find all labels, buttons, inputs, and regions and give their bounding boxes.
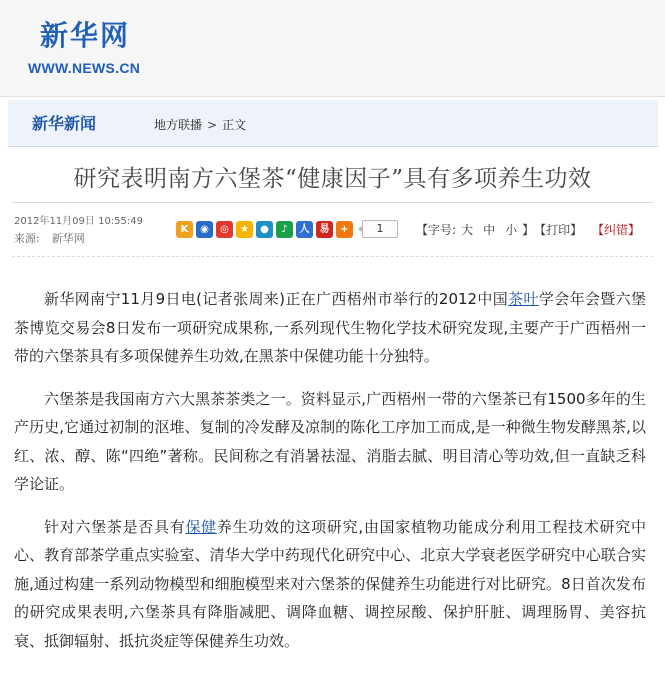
- article-source: [14, 230, 85, 246]
- breadcrumb-current: 正文: [222, 118, 247, 132]
- keyword-link-tea[interactable]: 茶叶: [508, 290, 539, 308]
- breadcrumb-local-news[interactable]: 地方联播: [154, 118, 203, 132]
- more-share-icon[interactable]: +: [336, 221, 353, 238]
- font-size-label: 字号:: [428, 223, 457, 237]
- correction-tool: [592, 221, 640, 238]
- print-bracket-open: 【: [534, 223, 547, 237]
- font-size-medium[interactable]: 中: [483, 223, 496, 237]
- paragraph-3-text-b: 养生功效的这项研究,由国家植物功能成分利用工程技术研究中心、教育部茶学重点实验室、清华大学中药现代化研究中心、北京大学衰老医学研究中心联合实施,通过构建一系列动物模型和细胞模型来对六堡茶的保健养生功能进行对比研究。8日首次发布的研究成果表明,六堡茶具有降脂减肥、调降血糖、调控尿酸、保护肝脏、调理肠胃、美容抗衰、抵御辐射、抵抗炎症等保健养生功效。: [14, 517, 646, 650]
- xinhua-logo[interactable]: [26, 16, 156, 82]
- renren-icon[interactable]: ◉: [196, 221, 213, 238]
- netease-icon[interactable]: 易: [316, 221, 333, 238]
- logo-url-text: WWW.NEWS.CN: [28, 60, 141, 76]
- paragraph-1-text-b: 学会年会暨六堡茶博览交易会8日发布一项研究成果称,一系列现代生物化学技术研究发现,主要产于广西梧州一带的六堡茶具有多项保健养生功效,在黑茶中保健功能十分独特。: [14, 290, 646, 365]
- breadcrumb-separator-icon: >: [207, 117, 218, 132]
- share-count: 1: [362, 220, 398, 238]
- meta-divider: [12, 256, 653, 257]
- bracket-close: 】: [522, 223, 535, 237]
- breadcrumb: [154, 116, 246, 133]
- correct-button[interactable]: 纠错: [604, 223, 629, 237]
- logo-chinese-text: 新华网: [40, 19, 131, 52]
- paragraph-3-text-a: 针对六堡茶是否具有: [44, 517, 186, 536]
- channel-name-link[interactable]: 新华新闻: [32, 114, 97, 133]
- keyword-link-health[interactable]: 保健: [185, 517, 217, 536]
- article-title: 研究表明南方六堡茶“健康因子”具有多项养生功效: [73, 166, 592, 192]
- correct-bracket-open: 【: [592, 223, 605, 237]
- paragraph-1-text-a: 新华网南宁11月9日电(记者张周来)正在广西梧州市举行的2012中国: [44, 290, 509, 308]
- article-paragraph-1: [14, 285, 646, 371]
- share-toolbar: [176, 218, 398, 240]
- font-size-large[interactable]: 大: [461, 223, 474, 237]
- article-body: [14, 285, 646, 655]
- correct-bracket-close: 】: [628, 223, 641, 237]
- font-size-tools: [416, 221, 582, 238]
- print-button[interactable]: 打印: [546, 223, 571, 237]
- weibo-icon[interactable]: ◎: [216, 221, 233, 238]
- douban-icon[interactable]: ♪: [276, 221, 293, 238]
- publish-datetime: 2012年11月09日 10:55:49: [14, 216, 143, 227]
- channel-bar: [8, 100, 658, 147]
- article-paragraph-3: [14, 513, 646, 656]
- article-paragraph-2: 六堡茶是我国南方六大黑茶茶类之一。资料显示,广西梧州一带的六堡茶已有1500多年的生产历史,它通过初制的沤堆、复制的冷发酵及凉制的陈化工序加工而成,是一种微生物发酵黑茶,以红、浓、醇、陈“四绝”著称。民间称之有消暑祛湿、消脂去腻、明目清心等功效,但一直缺乏科学论证。: [14, 389, 646, 493]
- source-label: 来源:: [14, 232, 40, 245]
- source-name: 新华网: [51, 232, 85, 245]
- font-size-small[interactable]: 小: [505, 223, 518, 237]
- site-header: [0, 0, 665, 97]
- kaixin-icon[interactable]: K: [176, 221, 193, 238]
- qzone-icon[interactable]: ★: [236, 221, 253, 238]
- tweibo-icon[interactable]: ●: [256, 221, 273, 238]
- bracket-open: 【: [416, 223, 429, 237]
- print-bracket-close: 】: [570, 223, 583, 237]
- title-divider: [12, 202, 653, 203]
- renmin-icon[interactable]: 人: [296, 221, 313, 238]
